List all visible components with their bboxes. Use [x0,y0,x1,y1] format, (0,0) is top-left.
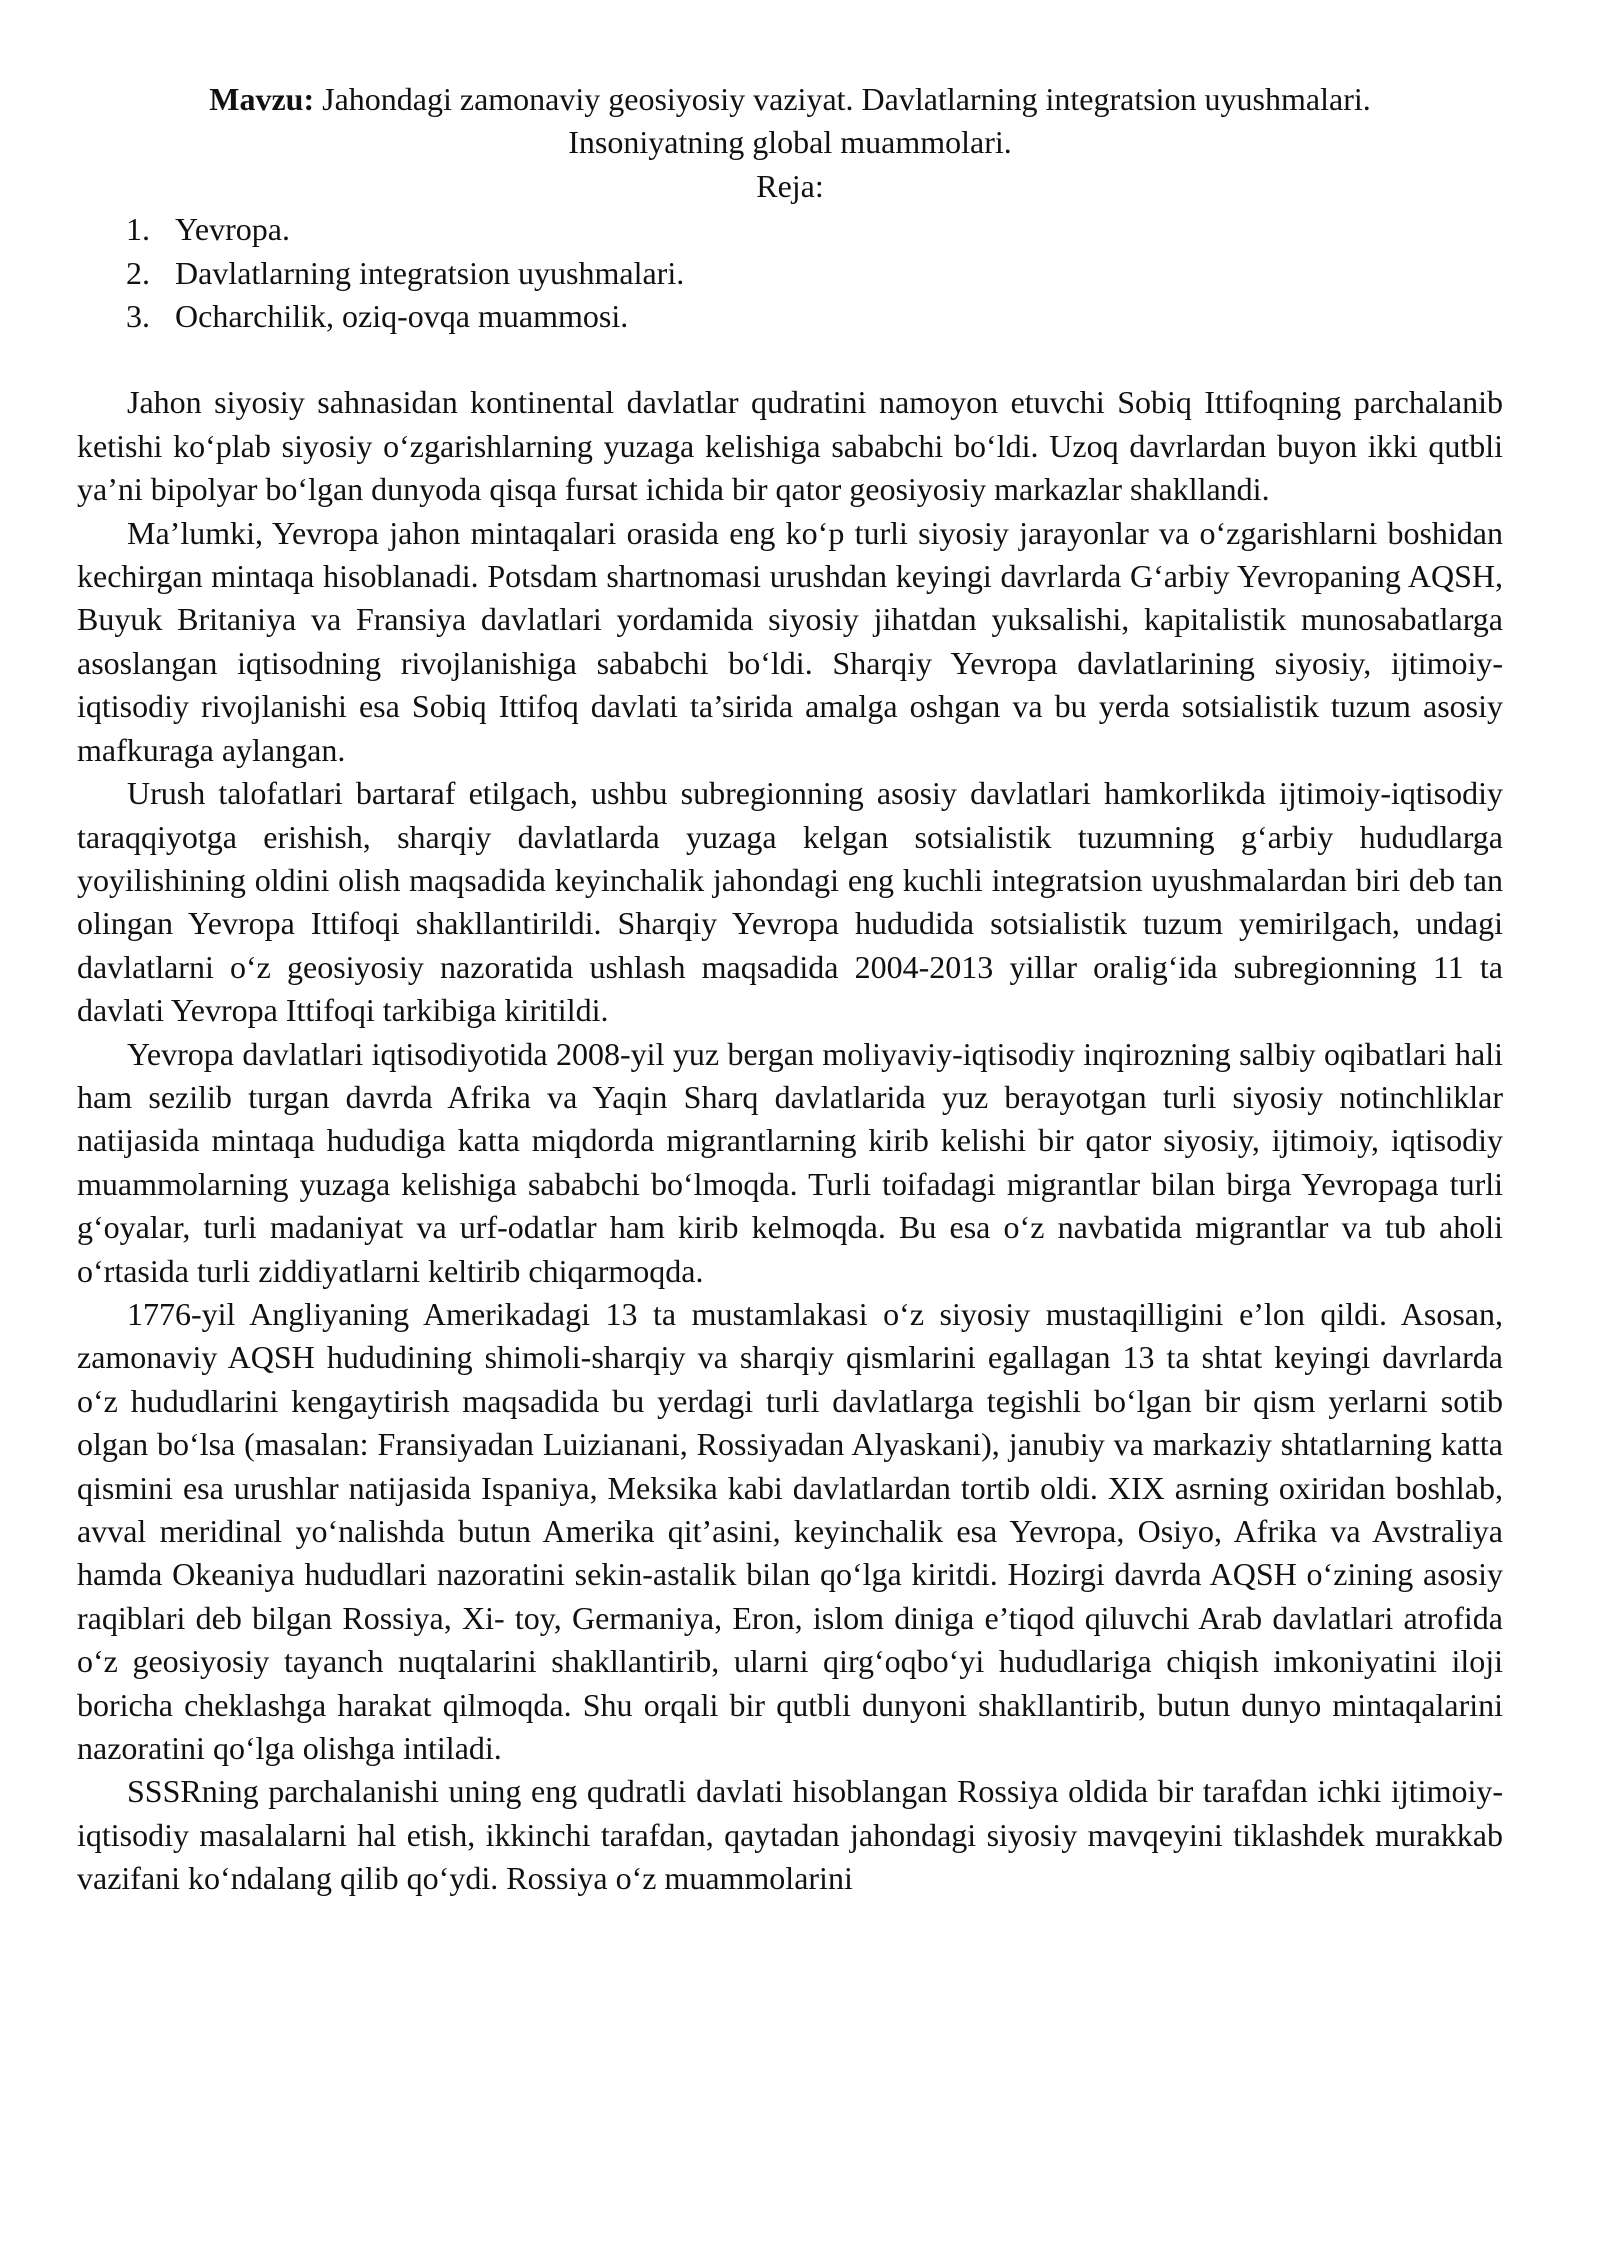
paragraph-6: SSSRning parchalanishi uning eng qudratli davlati hisoblangan Rossiya oldida bir tarafdan ichki ijtimoiy-iqtisodiy masalalarni hal etish, ikkinchi tarafdan, qaytadan jahondagi siyosiy mavqeyini tiklashdek murakkab vazifani ko‘ndalang qilib qo‘ydi. Rossiya o‘z muammolarini [77,1773,1503,1897]
paragraph-3: Urush talofatlari bartaraf etilgach, ushbu subregionning asosiy davlatlari hamkorlikda ijtimoiy-iqtisodiy taraqqiyotga erishish, sharqiy davlatlarda yuzaga kelgan sotsialistik tuzumning g‘arbiy hududlarga yoyilishining oldini olish maqsadida keyinchalik jahondagi eng kuchli integratsion uyushmalardan biri deb tan olingan Yevropa Ittifoqi shakllantirildi. Sharqiy Yevropa hududida sotsialistik tuzum yemirilgach, undagi davlatlarni o‘z geosiyosiy nazoratida ushlash maqsadida 2004-2013 yillar oralig‘ida subregionning 11 ta davlati Yevropa Ittifoqi tarkibiga kiritildi. [77,775,1503,1029]
plan-list [126,208,1503,338]
paragraph-4: Yevropa davlatlari iqtisodiyotida 2008-yil yuz bergan moliyaviy-iqtisodiy inqirozning salbiy oqibatlari hali ham sezilib turgan davrda Afrika va Yaqin Sharq davlatlarida yuz berayotgan turli siyosiy notinchliklar natijasida mintaqa hududiga katta miqdorda migrantlarning kirib kelishi bir qator siyosiy, ijtimoiy, iqtisodiy muammolarning yuzaga kelishiga sababchi bo‘lmoqda. Turli toifadagi migrantlar bilan birga Yevropaga turli g‘oyalar, turli madaniyat va urf-odatlar ham kirib kelmoqda. Bu esa o‘z navbatida migrantlar va tub aholi o‘rtasida turli ziddiyatlarni keltirib chiqarmoqda. [77,1035,1503,1289]
blank-line [77,338,1503,381]
title-line-2: Insoniyatning global muammolari. [568,124,1012,161]
plan-item [126,295,1503,338]
plan-heading: Reja: [756,167,824,204]
document-page [77,78,1503,1901]
plan-item-number: 2. [126,254,150,291]
title-line-1: Jahondagi zamonaviy geosiyosiy vaziyat. Davlatlarning integratsion uyushmalari. [314,81,1371,117]
paragraph-5: 1776-yil Angliyaning Amerikadagi 13 ta mustamlakasi o‘z siyosiy mustaqilligini e’lon qildi. Asosan, zamonaviy AQSH hududining shimoli-sharqiy va sharqiy qismlarini egallagan 13 ta shtat keyingi davrlarda o‘z hududlarini kengaytirish maqsadida bu yerdagi turli davlatlarga tegishli bo‘lgan bir qism yerlarni sotib olgan bo‘lsa (masalan: Fransiyadan Luizianani, Rossiyadan Alyaskani), janubiy va markaziy shtatlarning katta qismini esa urushlar natijasida Ispaniya, Meksika kabi davlatlardan tortib oldi. XIX asrning oxiridan boshlab, avval meridinal yo‘nalishda butun Amerika qit’asini, keyinchalik esa Yevropa, Osiyo, Afrika va Avstraliya hamda Okeaniya hududlari nazoratini sekin-astalik bilan qo‘lga kiritdi. Hozirgi davrda AQSH o‘zining asosiy raqiblari deb bilgan Rossiya, Xi- toy, Germaniya, Eron, islom diniga e’tiqod qiluvchi Arab davlatlari atrofida o‘z geosiyosiy tayanch nuqtalarini shakllantirib, ularni qirg‘oqbo‘yi hududlariga chiqish imkoniyatini iloji boricha cheklashga harakat qilmoqda. Shu orqali bir qutbli dunyoni shakllantirib, butun dunyo mintaqalarini nazoratini qo‘lga olishga intiladi. [77,1295,1503,1767]
paragraph-2: Ma’lumki, Yevropa jahon mintaqalari orasida eng ko‘p turli siyosiy jarayonlar va o‘zgarishlarni boshidan kechirgan mintaqa hisoblanadi. Potsdam shartnomasi urushdan keyingi davrlarda G‘arbiy Yevropaning AQSH, Buyuk Britaniya va Fransiya davlatlari yordamida siyosiy jihatdan yuksalishi, kapitalistik munosabatlarga asoslangan iqtisodning rivojlanishiga sababchi bo‘ldi. Sharqiy Yevropa davlatlarining siyosiy, ijtimoiy-iqtisodiy rivojlanishi esa Sobiq Ittifoq davlati ta’sirida amalga oshgan va bu yerda sotsialistik tuzum asosiy mafkuraga aylangan. [77,514,1503,768]
plan-item [126,208,1503,251]
plan-item-number: 1. [126,211,150,248]
plan-item-text: Yevropa. [175,211,290,248]
plan-item-text: Davlatlarning integratsion uyushmalari. [175,254,685,291]
document-title [77,78,1503,121]
plan-item-text: Ocharchilik, oziq-ovqa muammosi. [175,298,629,335]
paragraph-1: Jahon siyosiy sahnasidan kontinental davlatlar qudratini namoyon etuvchi Sobiq Ittifoqning parchalanib ketishi ko‘plab siyosiy o‘zgarishlarning yuzaga kelishiga sababchi bo‘ldi. Uzoq davrlardan buyon ikki qutbli ya’ni bipolyar bo‘lgan dunyoda qisqa fursat ichida bir qator geosiyosiy markazlar shakllandi. [77,384,1503,508]
plan-item-number: 3. [126,298,150,335]
plan-item [126,252,1503,295]
title-label: Mavzu: [209,81,315,117]
